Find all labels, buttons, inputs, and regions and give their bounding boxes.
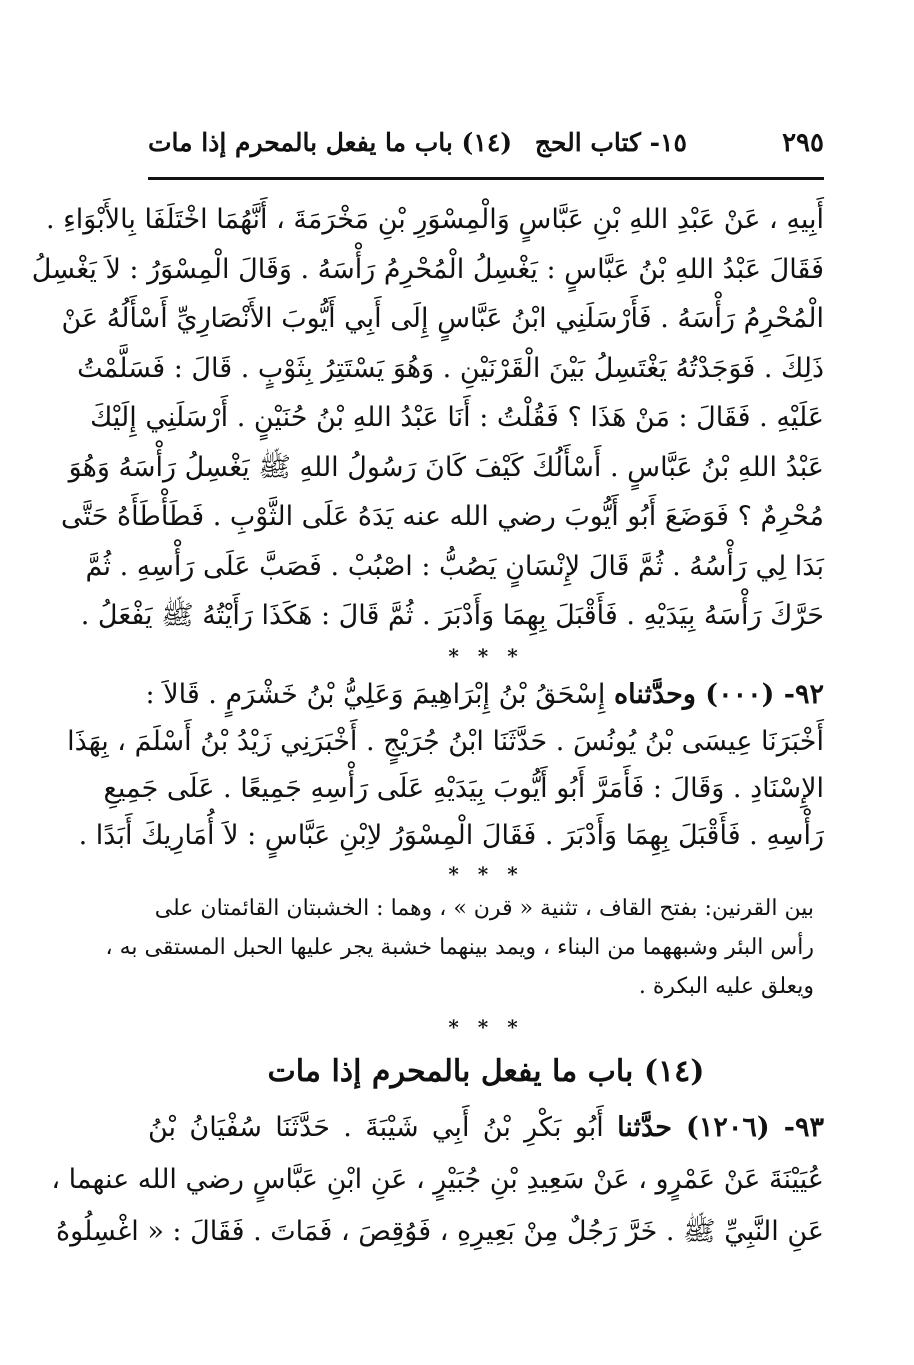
text-line: ذَلِكَ . فَوَجَدْتُهُ يَغْتَسِلُ بَيْنَ الْقَرْنَيْنِ . وَهُوَ يَسْتَتِرُ بِثَوْبٍ . قَالَ : فَسَلَّمْتُ (77, 352, 824, 384)
section-separator: * * * (448, 1014, 524, 1039)
text-line: أَخْبَرَنَا عِيسَى بْنُ يُونُسَ . حَدَّثَنَا ابْنُ جُرَيْجٍ . أَخْبَرَنِي زَيْدُ بْنُ أَسْلَمَ ، بِهَذَا (67, 725, 824, 757)
chapter-title: (١٤) باب ما يفعل بالمحرم إذا مات (148, 128, 513, 157)
text-line (145, 671, 824, 718)
text-line: الإِسْنَادِ . وَقَالَ : فَأَمَرَّ أَبُو أَيُّوبَ بِيَدَيْهِ عَلَى رَأْسِهِ جَمِيعًا . عَلَى جَمِيعِ (103, 772, 824, 804)
text-segment: أَبُو بَكْرِ بْنُ أَبِي شَيْبَةَ . حَدَّثَنَا سُفْيَانُ بْنُ (148, 1111, 604, 1143)
running-header (148, 128, 824, 158)
hadith-number: ٩٢- (٠٠٠) وحدَّثناه (613, 678, 824, 710)
text-line: عُيَيْنَةَ عَنْ عَمْرٍو ، عَنْ سَعِيدِ بْنِ جُبَيْرٍ ، عَنِ ابْنِ عَبَّاسٍ رضي الله عنهما ، (51, 1163, 824, 1195)
main-text (31, 195, 824, 1258)
text-line: عَبْدُ اللهِ بْنُ عَبَّاسٍ . أَسْأَلُكَ كَيْفَ كَانَ رَسُولُ اللهِ ﷺ يَغْسِلُ رَأْسَهُ وَهُوَ (68, 451, 824, 483)
text-line: عَلَيْهِ . فَقَالَ : مَنْ هَذَا ؟ فَقُلْتُ : أَنَا عَبْدُ اللهِ بْنُ حُنَيْنٍ . أَرْسَلَنِي إِلَيْكَ (90, 402, 824, 433)
hadith-92 (67, 671, 824, 859)
text-segment: إِسْحَقُ بْنُ إِبْرَاهِيمَ وَعَلِيُّ بْنُ خَشْرَمٍ . قَالاَ : (145, 678, 606, 710)
text-line: رَأْسِهِ . فَأَقْبَلَ بِهِمَا وَأَدْبَرَ . فَقَالَ الْمِسْوَرُ لاِبْنِ عَبَّاسٍ : لاَ أُمَارِيكَ أَبَدًا . (78, 819, 824, 851)
text-line (148, 1102, 824, 1154)
text-line: فَقَالَ عَبْدُ اللهِ بْنُ عَبَّاسٍ : يَغْسِلُ الْمُحْرِمُ رَأْسَهُ . وَقَالَ الْمِسْوَرُ : لاَ يَغْسِلُ (31, 253, 824, 285)
section-separator: * * * (448, 643, 524, 668)
text-line: حَرَّكَ رَأْسَهُ بِيَدَيْهِ . فَأَقْبَلَ بِهِمَا وَأَدْبَرَ . ثُمَّ قَالَ : هَكَذَا رَأَيْتُهُ ﷺ يَفْعَلُ . (80, 600, 824, 631)
text-line: أَبِيهِ ، عَنْ عَبْدِ اللهِ بْنِ عَبَّاسٍ وَالْمِسْوَرِ بْنِ مَخْرَمَةَ ، أَنَّهُمَا اخْتَلَفَا بِالأَبْوَاءِ . (45, 204, 824, 235)
note-line: بين القرنين: بفتح القاف ، تثنية « قرن » ، وهما : الخشبتان القائمتان على (154, 895, 814, 921)
text-line: بَدَا لِي رَأْسُهُ . ثُمَّ قَالَ لإِنْسَانٍ يَصُبُّ : اصْبُبْ . فَصَبَّ عَلَى رَأْسِهِ . ثُمَّ (85, 550, 824, 582)
note-line: ويعلق عليه البكرة . (638, 973, 814, 999)
text-line: عَنِ النَّبِيِّ ﷺ . خَرَّ رَجُلٌ مِنْ بَعِيرِهِ ، فَوُقِصَ ، فَمَاتَ . فَقَالَ : « اغْسِلُوهُ (56, 1215, 824, 1247)
page-number: ٢٩٥ (782, 128, 824, 158)
text-line: الْمُحْرِمُ رَأْسَهُ . فَأَرْسَلَنِي ابْنُ عَبَّاسٍ إِلَى أَبِي أَيُّوبَ الأَنْصَارِيِّ أَسْأَلُهُ عَنْ (61, 303, 824, 334)
header-titles (148, 128, 687, 157)
hadith-continuation (31, 195, 824, 641)
header-rule (148, 177, 824, 180)
note-line: رأس البئر وشبههما من البناء ، ويمد بينهما خشبة يجر عليها الحبل المستقى به ، (105, 934, 814, 960)
text-line: مُحْرِمٌ ؟ فَوَضَعَ أَبُو أَيُّوبَ رضي الله عنه يَدَهُ عَلَى الثَّوْبِ . فَطَأْطَأَهُ حَتَّى (61, 501, 824, 532)
hadith-number: ٩٣- (١٢٠٦) حدَّثنا (617, 1111, 824, 1143)
book-title: ١٥- كتاب الحج (534, 128, 687, 157)
section-separator: * * * (448, 861, 524, 886)
hadith-93 (51, 1102, 824, 1258)
explanatory-note (105, 889, 824, 1006)
chapter-heading: (١٤) باب ما يفعل بالمحرم إذا مات (267, 1053, 705, 1089)
